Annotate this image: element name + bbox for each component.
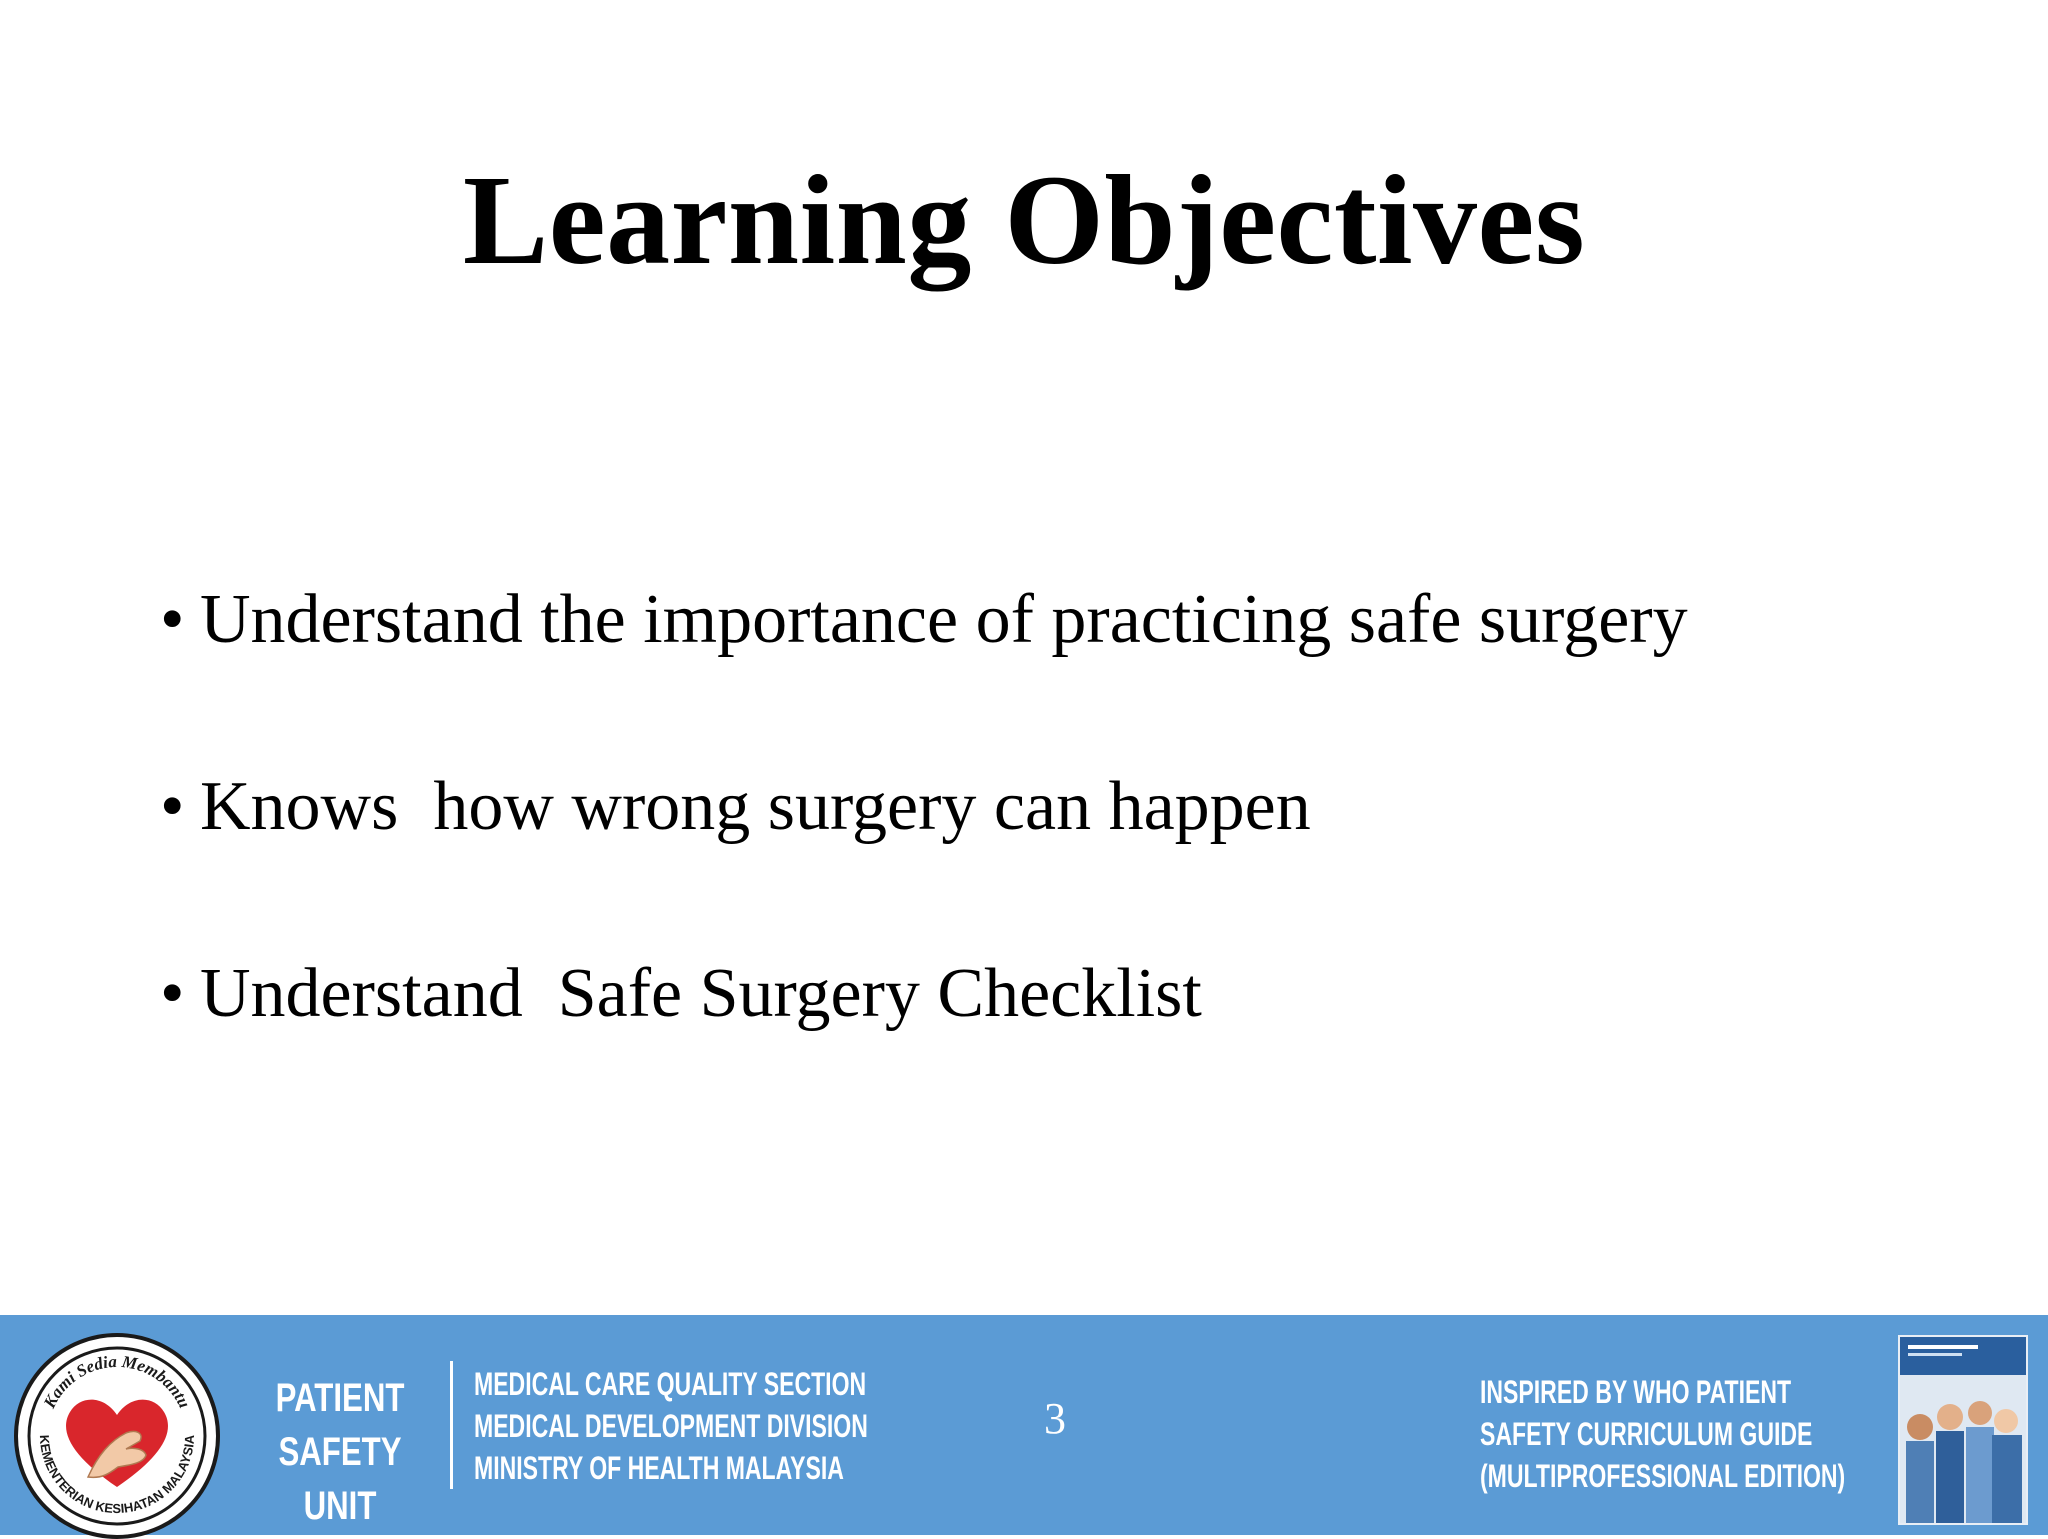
svg-text:KEMENTERIAN KESIHATAN MALAYSIA: KEMENTERIAN KESIHATAN MALAYSIA: [36, 1434, 198, 1517]
bullet-icon: •: [160, 955, 185, 1032]
list-item: [160, 949, 1688, 1136]
bullet-icon: •: [160, 581, 185, 658]
slide-title: Learning Objectives: [462, 149, 1586, 291]
objectives-list: [160, 575, 1688, 1136]
bullet-text: Understand Safe Surgery Checklist: [200, 955, 1202, 1032]
bullet-text: Knows how wrong surgery can happen: [200, 768, 1311, 845]
footer-divider: [450, 1361, 453, 1489]
slide-footer: [0, 1315, 2048, 1535]
unit-info: [474, 1363, 868, 1489]
bullet-text: Understand the importance of practicing safe surgery: [200, 581, 1688, 658]
inspired-by-note: [1480, 1371, 1845, 1497]
ministry-seal-icon: [14, 1333, 220, 1539]
unit-info-line: MEDICAL CARE QUALITY SECTION: [474, 1366, 867, 1402]
page-number: 3: [1044, 1394, 1066, 1443]
unit-info-line: MEDICAL DEVELOPMENT DIVISION: [474, 1408, 868, 1444]
list-item: [160, 575, 1688, 762]
patient-safety-unit-label: [262, 1371, 418, 1533]
list-item: [160, 762, 1688, 949]
unit-info-line: MINISTRY OF HEALTH MALAYSIA: [474, 1450, 844, 1486]
inspired-line: (MULTIPROFESSIONAL EDITION): [1480, 1458, 1846, 1494]
unit-name-line: PATIENT: [275, 1376, 405, 1420]
bullet-icon: •: [160, 768, 185, 845]
inspired-line: INSPIRED BY WHO PATIENT: [1480, 1374, 1792, 1410]
inspired-line: SAFETY CURRICULUM GUIDE: [1480, 1416, 1813, 1452]
svg-text:Kami Sedia Membantu: Kami Sedia Membantu: [39, 1351, 195, 1412]
curriculum-guide-cover-icon: [1898, 1335, 2028, 1525]
unit-name-line: SAFETY UNIT: [278, 1430, 402, 1528]
